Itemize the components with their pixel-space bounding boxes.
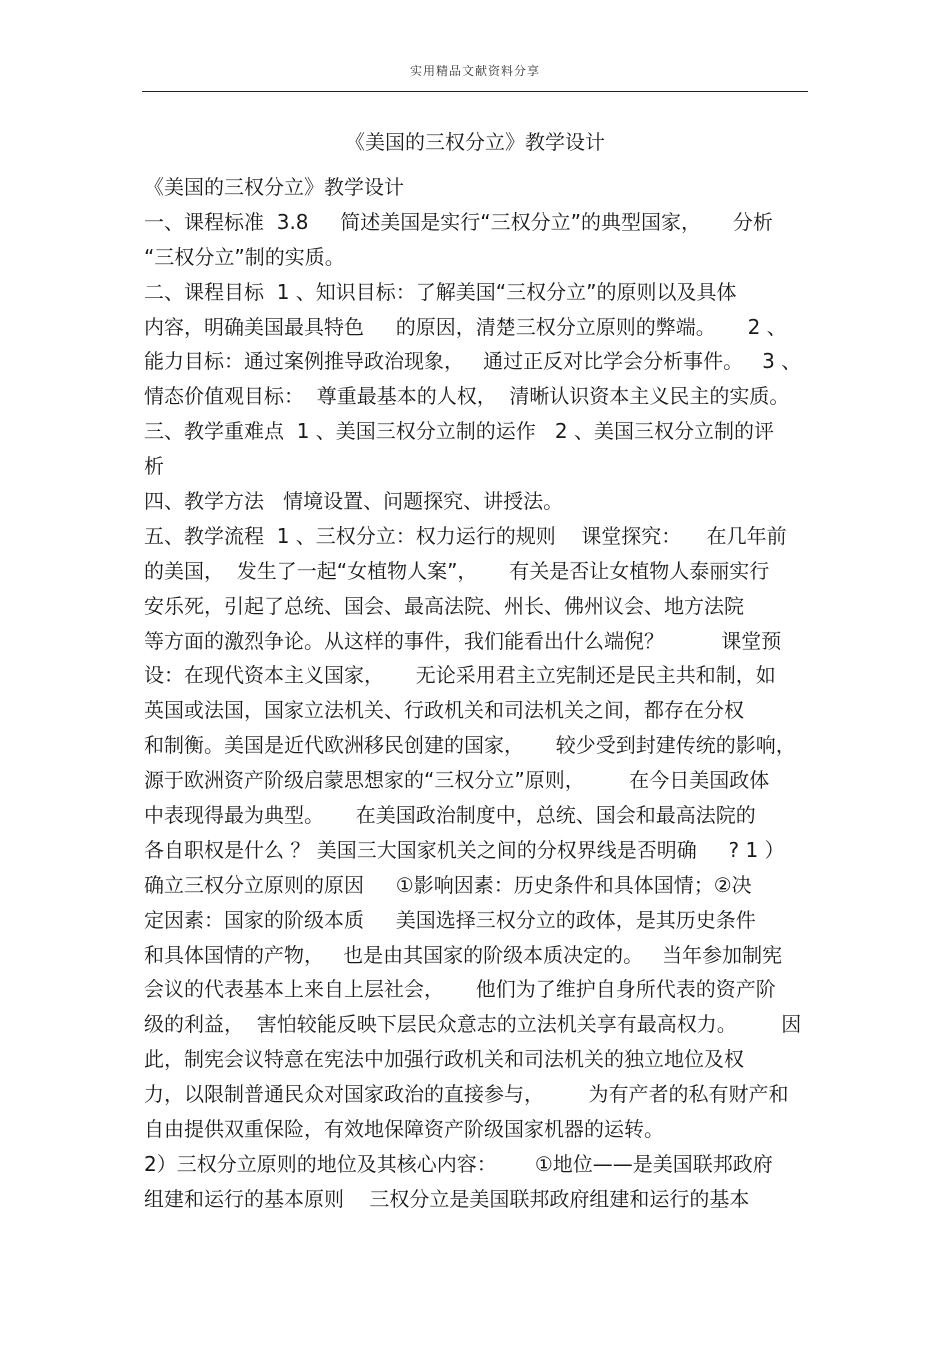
body-line: 中表现得最为典型。 在美国政治制度中，总统、国会和最高法院的 bbox=[144, 803, 756, 828]
body-line: 设：在现代资本主义国家， 无论采用君主立宪制还是民主共和制，如 bbox=[144, 663, 776, 688]
body-line: 情态价值观目标： 尊重最基本的人权， 清晰认识资本主义民主的实质。 bbox=[144, 384, 790, 409]
body-line: 力，以限制普通民众对国家政治的直接参与， 为有产者的私有财产和 bbox=[144, 1082, 789, 1107]
body-line: 2）三权分立原则的地位及其核心内容： ①地位——是美国联邦政府 bbox=[144, 1151, 773, 1176]
body-line: 析 bbox=[144, 454, 164, 479]
body-line: 源于欧洲资产阶级启蒙思想家的“三权分立”原则， 在今日美国政体 bbox=[144, 768, 770, 793]
body-line: “三权分立”制的实质。 bbox=[144, 244, 345, 269]
body-line: 能力目标：通过案例推导政治现象， 通过正反对比学会分析事件。 3 、 bbox=[144, 349, 802, 374]
body-line: 四、教学方法 情境设置、问题探究、讲授法。 bbox=[144, 489, 564, 514]
body-line: 一、课程标准 3.8 简述美国是实行“三权分立”的典型国家， 分析 bbox=[144, 209, 773, 234]
body-line: 确立三权分立原则的原因 ①影响因素：历史条件和具体国情；②决 bbox=[144, 872, 752, 897]
body-line: 《美国的三权分立》教学设计 bbox=[144, 175, 404, 199]
body-line: 内容，明确美国最具特色 的原因，清楚三权分立原则的弊端。 2 、 bbox=[144, 314, 787, 339]
body-line: 组建和运行的基本原则 三权分立是美国联邦政府组建和运行的基本 bbox=[144, 1186, 750, 1211]
body-line: 此，制宪会议特意在宪法中加强行政机关和司法机关的独立地位及权 bbox=[144, 1047, 744, 1072]
body-line: 会议的代表基本上来自上层社会， 他们为了维护自身所代表的资产阶 bbox=[144, 977, 776, 1002]
body-line: 级的利益， 害怕较能反映下层民众意志的立法机关享有最高权力。 因 bbox=[144, 1012, 802, 1037]
body-line: 和具体国情的产物， 也是由其国家的阶级本质决定的。 当年参加制宪 bbox=[144, 942, 783, 967]
body-line: 定因素：国家的阶级本质 美国选择三权分立的政体，是其历史条件 bbox=[144, 907, 756, 932]
body-line: 各自职权是什么 ？ 美国三大国家机关之间的分权界线是否明确 ? 1 ） bbox=[144, 837, 785, 862]
document-title: 《美国的三权分立》教学设计 bbox=[345, 130, 605, 154]
body-line: 三、教学重难点 1 、美国三权分立制的运作 2 、美国三权分立制的评 bbox=[144, 419, 774, 444]
body-line: 的美国， 发生了一起“女植物人案”， 有关是否让女植物人泰丽实行 bbox=[144, 558, 770, 583]
body-line: 英国或法国，国家立法机关、行政机关和司法机关之间，都存在分权 bbox=[144, 698, 744, 723]
body-line: 等方面的激烈争论。从这样的事件，我们能看出什么端倪？ 课堂预 bbox=[144, 628, 782, 653]
document-body bbox=[144, 170, 814, 1217]
body-line: 五、教学流程 1 、三权分立：权力运行的规则 课堂探究： 在几年前 bbox=[144, 523, 787, 548]
body-line: 安乐死，引起了总统、国会、最高法院、州长、佛州议会、地方法院 bbox=[144, 593, 744, 618]
page-header: 实用精品文献资料分享 bbox=[409, 64, 540, 78]
body-line: 和制衡。美国是近代欧洲移民创建的国家， 较少受到封建传统的影响， bbox=[144, 733, 796, 758]
header-divider bbox=[142, 91, 808, 92]
body-line: 自由提供双重保险，有效地保障资产阶级国家机器的运转。 bbox=[144, 1117, 664, 1142]
body-line: 二、课程目标 1 、知识目标：了解美国“三权分立”的原则以及具体 bbox=[144, 279, 737, 304]
